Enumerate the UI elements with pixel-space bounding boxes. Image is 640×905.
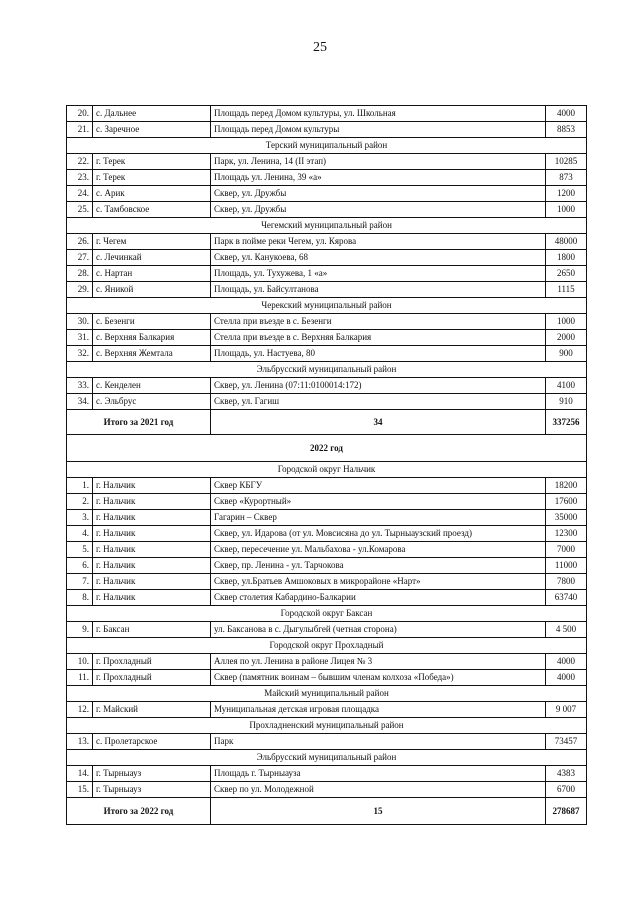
row-number: 22. — [67, 154, 93, 170]
district-title: Эльбрусский муниципальный район — [67, 750, 587, 766]
registry-table — [66, 105, 587, 825]
object-cell: Сквер, пр. Ленина - ул. Тарчокова — [211, 558, 546, 574]
district-header-row — [67, 718, 587, 734]
table-row — [67, 266, 587, 282]
area-value-cell: 1000 — [546, 202, 587, 218]
area-value-cell: 4000 — [546, 654, 587, 670]
table-row — [67, 510, 587, 526]
table-row — [67, 702, 587, 718]
row-number: 23. — [67, 170, 93, 186]
area-value-cell: 1200 — [546, 186, 587, 202]
settlement-cell: с. Тамбовское — [93, 202, 211, 218]
row-number: 27. — [67, 250, 93, 266]
area-value-cell: 48000 — [546, 234, 587, 250]
settlement-cell: с. Яникой — [93, 282, 211, 298]
total-count: 15 — [211, 798, 546, 825]
object-cell: Сквер столетия Кабардино-Балкарии — [211, 590, 546, 606]
area-value-cell: 873 — [546, 170, 587, 186]
settlement-cell: г. Нальчик — [93, 494, 211, 510]
table-row — [67, 106, 587, 122]
object-cell: Площадь г. Тырныауза — [211, 766, 546, 782]
object-cell: Муниципальная детская игровая площадка — [211, 702, 546, 718]
row-number: 7. — [67, 574, 93, 590]
row-number: 32. — [67, 346, 93, 362]
row-number: 2. — [67, 494, 93, 510]
district-title: Чегемский муниципальный район — [67, 218, 587, 234]
settlement-cell: г. Баксан — [93, 622, 211, 638]
district-title: Прохладненский муниципальный район — [67, 718, 587, 734]
area-value-cell: 6700 — [546, 782, 587, 798]
table-row — [67, 622, 587, 638]
table-row — [67, 766, 587, 782]
settlement-cell: г. Нальчик — [93, 574, 211, 590]
area-value-cell: 17600 — [546, 494, 587, 510]
table-row — [67, 170, 587, 186]
area-value-cell: 4000 — [546, 670, 587, 686]
row-number: 3. — [67, 510, 93, 526]
table-row — [67, 314, 587, 330]
object-cell: Сквер, ул. Дружбы — [211, 186, 546, 202]
area-value-cell: 7000 — [546, 542, 587, 558]
table-row — [67, 526, 587, 542]
settlement-cell: с. Нартан — [93, 266, 211, 282]
object-cell: Сквер, ул. Дружбы — [211, 202, 546, 218]
object-cell: Сквер по ул. Молодежной — [211, 782, 546, 798]
row-number: 10. — [67, 654, 93, 670]
settlement-cell: с. Кенделен — [93, 378, 211, 394]
object-cell: Гагарин – Сквер — [211, 510, 546, 526]
row-number: 9. — [67, 622, 93, 638]
row-number: 29. — [67, 282, 93, 298]
area-value-cell: 73457 — [546, 734, 587, 750]
object-cell: Стелла при въезде в с. Верхняя Балкария — [211, 330, 546, 346]
area-value-cell: 4383 — [546, 766, 587, 782]
district-header-row — [67, 638, 587, 654]
settlement-cell: г. Нальчик — [93, 590, 211, 606]
area-value-cell: 10285 — [546, 154, 587, 170]
settlement-cell: г. Нальчик — [93, 478, 211, 494]
row-number: 25. — [67, 202, 93, 218]
table-row — [67, 378, 587, 394]
table-row — [67, 122, 587, 138]
total-row — [67, 410, 587, 435]
table-row — [67, 590, 587, 606]
object-cell: Стелла при въезде в с. Безенги — [211, 314, 546, 330]
area-value-cell: 63740 — [546, 590, 587, 606]
settlement-cell: г. Прохладный — [93, 670, 211, 686]
area-value-cell: 1115 — [546, 282, 587, 298]
object-cell: Площадь перед Домом культуры, ул. Школьная — [211, 106, 546, 122]
total-row — [67, 798, 587, 825]
object-cell: Парк в пойме реки Чегем, ул. Кярова — [211, 234, 546, 250]
area-value-cell: 7800 — [546, 574, 587, 590]
settlement-cell: г. Майский — [93, 702, 211, 718]
object-cell: Площадь, ул. Тухужева, 1 «а» — [211, 266, 546, 282]
settlement-cell: с. Безенги — [93, 314, 211, 330]
district-header-row — [67, 298, 587, 314]
settlement-cell: г. Чегем — [93, 234, 211, 250]
object-cell: Сквер, ул. Канукоева, 68 — [211, 250, 546, 266]
table-row — [67, 478, 587, 494]
row-number: 4. — [67, 526, 93, 542]
area-value-cell: 4 500 — [546, 622, 587, 638]
area-value-cell: 12300 — [546, 526, 587, 542]
district-title: Городской округ Прохладный — [67, 638, 587, 654]
table-row — [67, 494, 587, 510]
object-cell: Сквер «Курортный» — [211, 494, 546, 510]
area-value-cell: 910 — [546, 394, 587, 410]
table-row — [67, 154, 587, 170]
total-label: Итого за 2022 год — [67, 798, 211, 825]
table-row — [67, 654, 587, 670]
table-row — [67, 574, 587, 590]
table-row — [67, 234, 587, 250]
area-value-cell: 9 007 — [546, 702, 587, 718]
settlement-cell: г. Терек — [93, 154, 211, 170]
district-header-row — [67, 606, 587, 622]
row-number: 34. — [67, 394, 93, 410]
settlement-cell: г. Нальчик — [93, 510, 211, 526]
object-cell: Сквер, ул. Идарова (от ул. Мовсисяна до ул. Тырныаузский проезд) — [211, 526, 546, 542]
district-title: Терский муниципальный район — [67, 138, 587, 154]
table-row — [67, 734, 587, 750]
area-value-cell: 35000 — [546, 510, 587, 526]
table-row — [67, 250, 587, 266]
district-title: Майский муниципальный район — [67, 686, 587, 702]
year-title: 2022 год — [67, 435, 587, 462]
settlement-cell: с. Верхняя Балкария — [93, 330, 211, 346]
district-header-row — [67, 462, 587, 478]
area-value-cell: 1800 — [546, 250, 587, 266]
year-header-row — [67, 435, 587, 462]
area-value-cell: 8853 — [546, 122, 587, 138]
area-value-cell: 18200 — [546, 478, 587, 494]
row-number: 15. — [67, 782, 93, 798]
table-row — [67, 782, 587, 798]
object-cell: Сквер, ул.Братьев Амшоковых в микрорайоне «Нарт» — [211, 574, 546, 590]
settlement-cell: г. Тырныауз — [93, 766, 211, 782]
table-row — [67, 394, 587, 410]
area-value-cell: 900 — [546, 346, 587, 362]
row-number: 28. — [67, 266, 93, 282]
settlement-cell: с. Эльбрус — [93, 394, 211, 410]
row-number: 13. — [67, 734, 93, 750]
object-cell: Сквер, пересечение ул. Мальбахова - ул.Комарова — [211, 542, 546, 558]
area-value-cell: 4000 — [546, 106, 587, 122]
table-row — [67, 542, 587, 558]
district-title: Городской округ Баксан — [67, 606, 587, 622]
district-header-row — [67, 686, 587, 702]
row-number: 33. — [67, 378, 93, 394]
row-number: 26. — [67, 234, 93, 250]
settlement-cell: г. Нальчик — [93, 558, 211, 574]
table-row — [67, 346, 587, 362]
district-header-row — [67, 362, 587, 378]
total-label: Итого за 2021 год — [67, 410, 211, 435]
object-cell: Площадь, ул. Байсултанова — [211, 282, 546, 298]
object-cell: ул. Баксанова в с. Дыгулыбгей (четная сторона) — [211, 622, 546, 638]
settlement-cell: г. Нальчик — [93, 542, 211, 558]
object-cell: Сквер, ул. Гагиш — [211, 394, 546, 410]
settlement-cell: с. Лечинкай — [93, 250, 211, 266]
district-header-row — [67, 750, 587, 766]
object-cell: Сквер (памятник воинам – бывшим членам колхоза «Победа») — [211, 670, 546, 686]
table-row — [67, 186, 587, 202]
district-header-row — [67, 218, 587, 234]
settlement-cell: г. Нальчик — [93, 526, 211, 542]
district-title: Эльбрусский муниципальный район — [67, 362, 587, 378]
table-row — [67, 282, 587, 298]
object-cell: Площадь ул. Ленина, 39 «а» — [211, 170, 546, 186]
row-number: 8. — [67, 590, 93, 606]
settlement-cell: с. Пролетарское — [93, 734, 211, 750]
table-row — [67, 558, 587, 574]
settlement-cell: г. Терек — [93, 170, 211, 186]
object-cell: Парк, ул. Ленина, 14 (II этап) — [211, 154, 546, 170]
settlement-cell: с. Заречное — [93, 122, 211, 138]
row-number: 20. — [67, 106, 93, 122]
object-cell: Парк — [211, 734, 546, 750]
area-value-cell: 2000 — [546, 330, 587, 346]
object-cell: Сквер КБГУ — [211, 478, 546, 494]
district-header-row — [67, 138, 587, 154]
object-cell: Площадь перед Домом культуры — [211, 122, 546, 138]
area-value-cell: 11000 — [546, 558, 587, 574]
settlement-cell: г. Тырныауз — [93, 782, 211, 798]
row-number: 5. — [67, 542, 93, 558]
row-number: 14. — [67, 766, 93, 782]
table-row — [67, 670, 587, 686]
total-count: 34 — [211, 410, 546, 435]
row-number: 30. — [67, 314, 93, 330]
total-value: 337256 — [546, 410, 587, 435]
row-number: 24. — [67, 186, 93, 202]
area-value-cell: 4100 — [546, 378, 587, 394]
row-number: 12. — [67, 702, 93, 718]
settlement-cell: г. Прохладный — [93, 654, 211, 670]
table-row — [67, 202, 587, 218]
row-number: 31. — [67, 330, 93, 346]
area-value-cell: 2650 — [546, 266, 587, 282]
page-number: 25 — [313, 40, 327, 55]
district-title: Черекский муниципальный район — [67, 298, 587, 314]
area-value-cell: 1000 — [546, 314, 587, 330]
row-number: 6. — [67, 558, 93, 574]
row-number: 11. — [67, 670, 93, 686]
settlement-cell: с. Дальнее — [93, 106, 211, 122]
row-number: 21. — [67, 122, 93, 138]
object-cell: Аллея по ул. Ленина в районе Лицея № 3 — [211, 654, 546, 670]
settlement-cell: с. Арик — [93, 186, 211, 202]
object-cell: Площадь, ул. Настуева, 80 — [211, 346, 546, 362]
table-row — [67, 330, 587, 346]
settlement-cell: с. Верхняя Жемтала — [93, 346, 211, 362]
object-cell: Сквер, ул. Ленина (07:11:0100014:172) — [211, 378, 546, 394]
row-number: 1. — [67, 478, 93, 494]
district-title: Городской округ Нальчик — [67, 462, 587, 478]
total-value: 278687 — [546, 798, 587, 825]
